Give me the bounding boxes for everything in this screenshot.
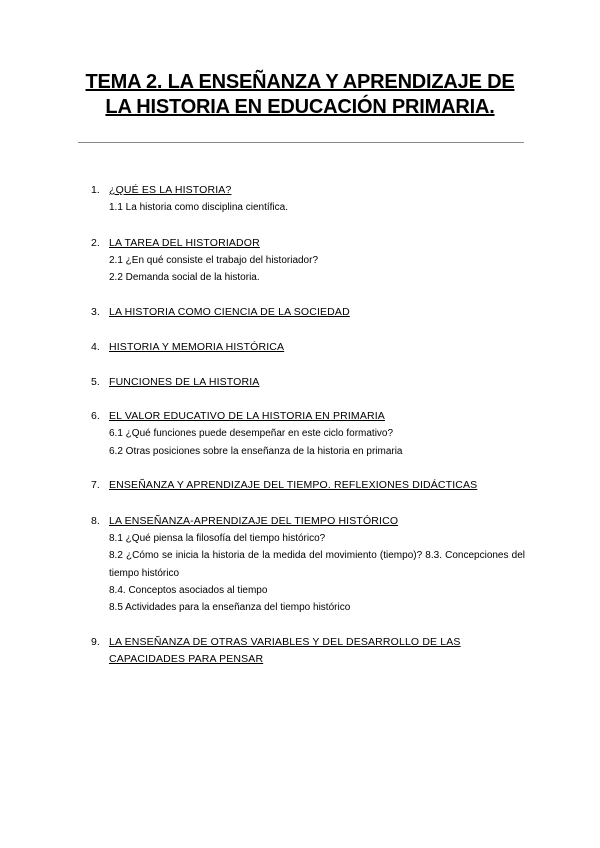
toc-subitem: 8.1 ¿Qué piensa la filosofía del tiempo histórico?	[109, 533, 326, 544]
toc-heading: HISTORIA Y MEMORIA HISTÓRICA	[109, 341, 285, 353]
title-line-2: LA HISTORIA EN EDUCACIÓN PRIMARIA.	[105, 96, 495, 118]
toc-number: 2.	[91, 237, 100, 249]
title-divider	[78, 142, 524, 143]
toc-subitem: 6.1 ¿Qué funciones puede desempeñar en este ciclo formativo?	[109, 428, 394, 439]
toc-subitem: 2.2 Demanda social de la historia.	[109, 272, 260, 283]
toc-number: 9.	[91, 636, 100, 648]
toc-number: 5.	[91, 376, 100, 388]
document-title	[60, 70, 540, 120]
toc-subitem: 6.2 Otras posiciones sobre la enseñanza de la historia en primaria	[109, 446, 403, 457]
toc-subitem: 1.1 La historia como disciplina científica.	[109, 202, 288, 213]
toc-heading: ¿QUÉ ES LA HISTORIA?	[109, 184, 232, 196]
toc-number: 4.	[91, 341, 100, 353]
toc-subitem: 2.1 ¿En qué consiste el trabajo del historiador?	[109, 255, 319, 266]
toc-number: 6.	[91, 410, 100, 422]
toc-number: 3.	[91, 306, 100, 318]
toc-heading: ENSEÑANZA Y APRENDIZAJE DEL TIEMPO. REFLEXIONES DIDÁCTICAS	[109, 479, 478, 491]
toc-number: 8.	[91, 515, 100, 527]
toc-heading: LA HISTORIA COMO CIENCIA DE LA SOCIEDAD	[109, 306, 350, 318]
toc-subitem: 8.4. Conceptos asociados al tiempo	[109, 585, 268, 596]
toc-heading: LA TAREA DEL HISTORIADOR	[109, 237, 260, 249]
toc-number: 1.	[91, 184, 100, 196]
toc-heading: LA ENSEÑANZA DE OTRAS VARIABLES Y DEL DESARROLLO DE LAS CAPACIDADES PARA PENSAR	[109, 636, 461, 665]
toc-heading: LA ENSEÑANZA-APRENDIZAJE DEL TIEMPO HISTÓRICO	[109, 515, 399, 527]
toc-subitem: 8.2 ¿Cómo se inicia la historia de la medida del movimiento (tiempo)? 8.3. Concepciones del tiempo histórico	[109, 550, 525, 579]
toc-heading: EL VALOR EDUCATIVO DE LA HISTORIA EN PRIMARIA	[109, 410, 385, 422]
toc-number: 7.	[91, 479, 100, 491]
title-line-1: TEMA 2. LA ENSEÑANZA Y APRENDIZAJE DE	[85, 71, 515, 93]
toc-heading: FUNCIONES DE LA HISTORIA	[109, 376, 260, 388]
toc-subitem: 8.5 Actividades para la enseñanza del tiempo histórico	[109, 602, 351, 613]
